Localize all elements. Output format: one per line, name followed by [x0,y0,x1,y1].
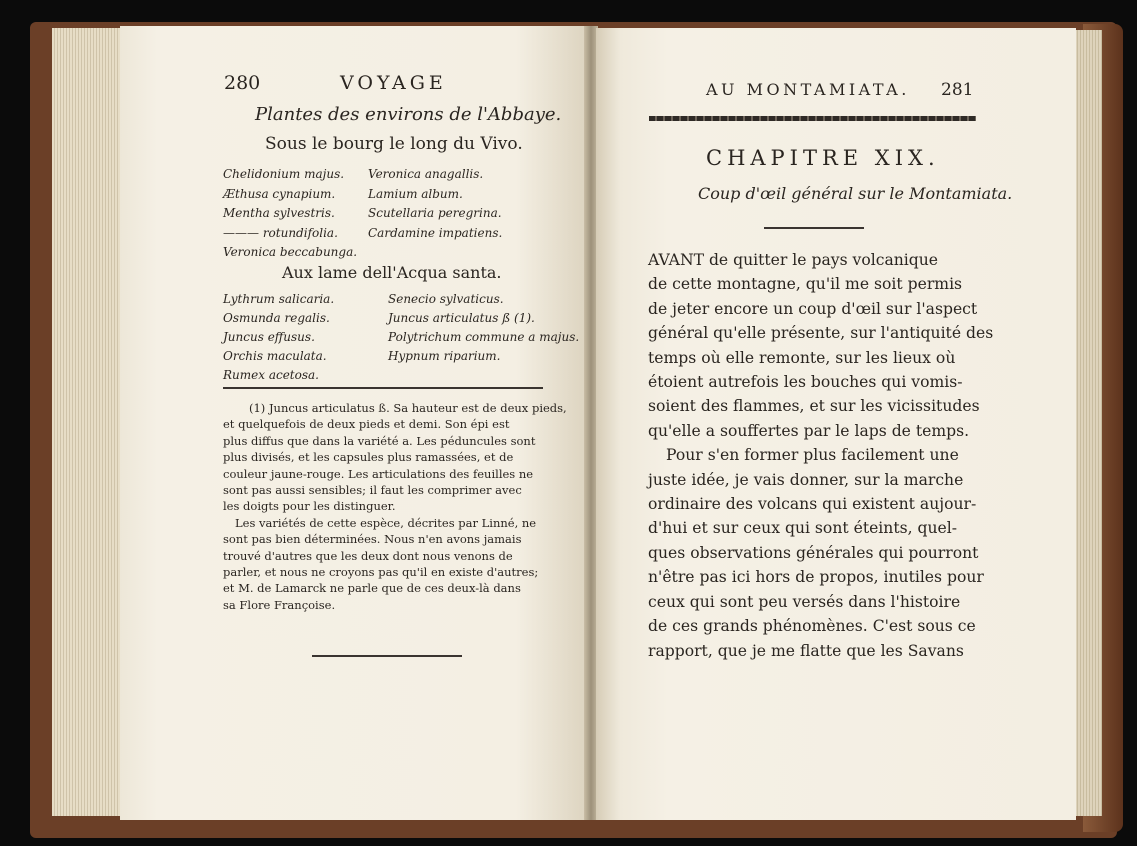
plant-item: Mentha sylvestris. [223,206,335,220]
section2-heading: Aux lame dell'Acqua santa. [282,263,502,282]
footnote-line: trouvé d'autres que les deux dont nous venons de [223,548,513,563]
footnote-line: sont pas bien déterminées. Nous n'en avons jamais [223,532,522,547]
plant-item: Cardamine impatiens. [368,225,503,240]
left-running-head: VOYAGE [340,72,447,94]
plant-item: Veronica anagallis. [368,167,484,181]
right-running-head: AU MONTAMIATA. [706,80,910,99]
body-line: de cette montagne, qu'il me soit permis [648,275,963,294]
end-ornament-rule [312,655,462,657]
plant-item: Juncus effusus. [223,330,315,344]
chapter-subtitle: Coup d'œil général sur le Montamiata. [698,184,1013,203]
section2-col1 [223,290,334,385]
section2-col2 [388,290,579,366]
footnote-line: plus diffus que dans la variété a. Les péduncules sont [223,433,536,448]
footnote-line: sa Flore Françoise. [223,597,336,612]
body-line: rapport, que je me flatte que les Savans [648,641,964,660]
body-line: de ces grands phénomènes. C'est sous ce [648,617,976,636]
plant-item: Polytrichum commune a majus. [388,330,580,344]
plant-item: ——— rotundifolia. [223,225,338,240]
left-page-number: 280 [224,72,261,94]
body-line: n'être pas ici hors de propos, inutiles pour [648,568,984,587]
footnote [223,400,567,613]
left-page-edges [52,28,124,816]
plant-item: Veronica beccabunga. [223,245,358,259]
subtitle-rule [764,227,864,229]
footnote-line: Les variétés de cette espèce, décrites par Linné, ne [235,515,537,530]
footnote-line: parler, et nous ne croyons pas qu'il en existe d'autres; [223,565,539,580]
footnote-line: (1) Juncus articulatus ß. Sa hauteur est de deux pieds, [249,401,567,415]
right-page [596,28,1076,820]
chapter-ornament-rule [649,116,976,121]
body-line: étoient autrefois les bouches qui vomis- [648,373,963,392]
plant-item: Lamium album. [368,186,463,201]
footnote-line: et quelquefois de deux pieds et demi. Son épi est [223,417,510,432]
section1-heading: Sous le bourg le long du Vivo. [265,134,523,154]
section1-col2 [368,165,502,243]
body-line: Pour s'en former plus facilement une [666,446,959,465]
plant-item: Juncus articulatus ß (1). [388,311,535,325]
body-line: de jeter encore un coup d'œil sur l'aspect [648,299,978,318]
body-line: ordinaire des volcans qui existent aujour- [648,495,977,514]
plant-item: Chelidonium majus. [223,167,345,181]
body-line: ques observations générales qui pourront [648,543,979,562]
footnote-line: plus divisés, et les capsules plus ramassées, et de [223,450,514,465]
footnote-line: sont pas aussi sensibles; il faut les comprimer avec [223,483,522,498]
body-line: ceux qui sont peu versés dans l'histoire [648,592,961,611]
plants-title: Plantes des environs de l'Abbaye. [255,104,562,125]
plant-item: Hypnum riparium. [388,349,501,363]
body-line: général qu'elle présente, sur l'antiquité des [648,324,994,343]
footnote-line: les doigts pour les distinguer. [223,499,396,514]
section1-col1 [223,165,357,263]
plant-item: Osmunda regalis. [223,311,330,325]
plant-item: Orchis maculata. [223,349,327,363]
plant-item: Rumex acetosa. [223,368,319,382]
body-line: temps où elle remonte, sur les lieux où [648,348,956,367]
plant-item: Scutellaria peregrina. [368,206,502,220]
footnote-line: et M. de Lamarck ne parle que de ces deux-là dans [223,581,521,596]
footnote-rule [223,387,543,389]
plant-item: Æthusa cynapium. [223,186,336,201]
plant-item: Senecio sylvaticus. [388,292,504,306]
left-page [120,26,586,820]
chapter-title: CHAPITRE XIX. [706,146,940,170]
body-line: qu'elle a souffertes par le laps de temps. [648,421,970,440]
body-line: juste idée, je vais donner, sur la marche [648,470,964,489]
body-line: d'hui et sur ceux qui sont éteints, quel- [648,519,958,538]
plant-item: Lythrum salicaria. [223,292,335,306]
right-page-number: 281 [941,80,974,100]
body-line: soient des flammes, et sur les vicissitudes [648,397,980,416]
footnote-line: couleur jaune-rouge. Les articulations des feuilles ne [223,466,534,481]
chapter-body [648,248,993,663]
right-page-edges [1072,30,1102,816]
body-line: AVANT de quitter le pays volcanique [648,251,939,269]
